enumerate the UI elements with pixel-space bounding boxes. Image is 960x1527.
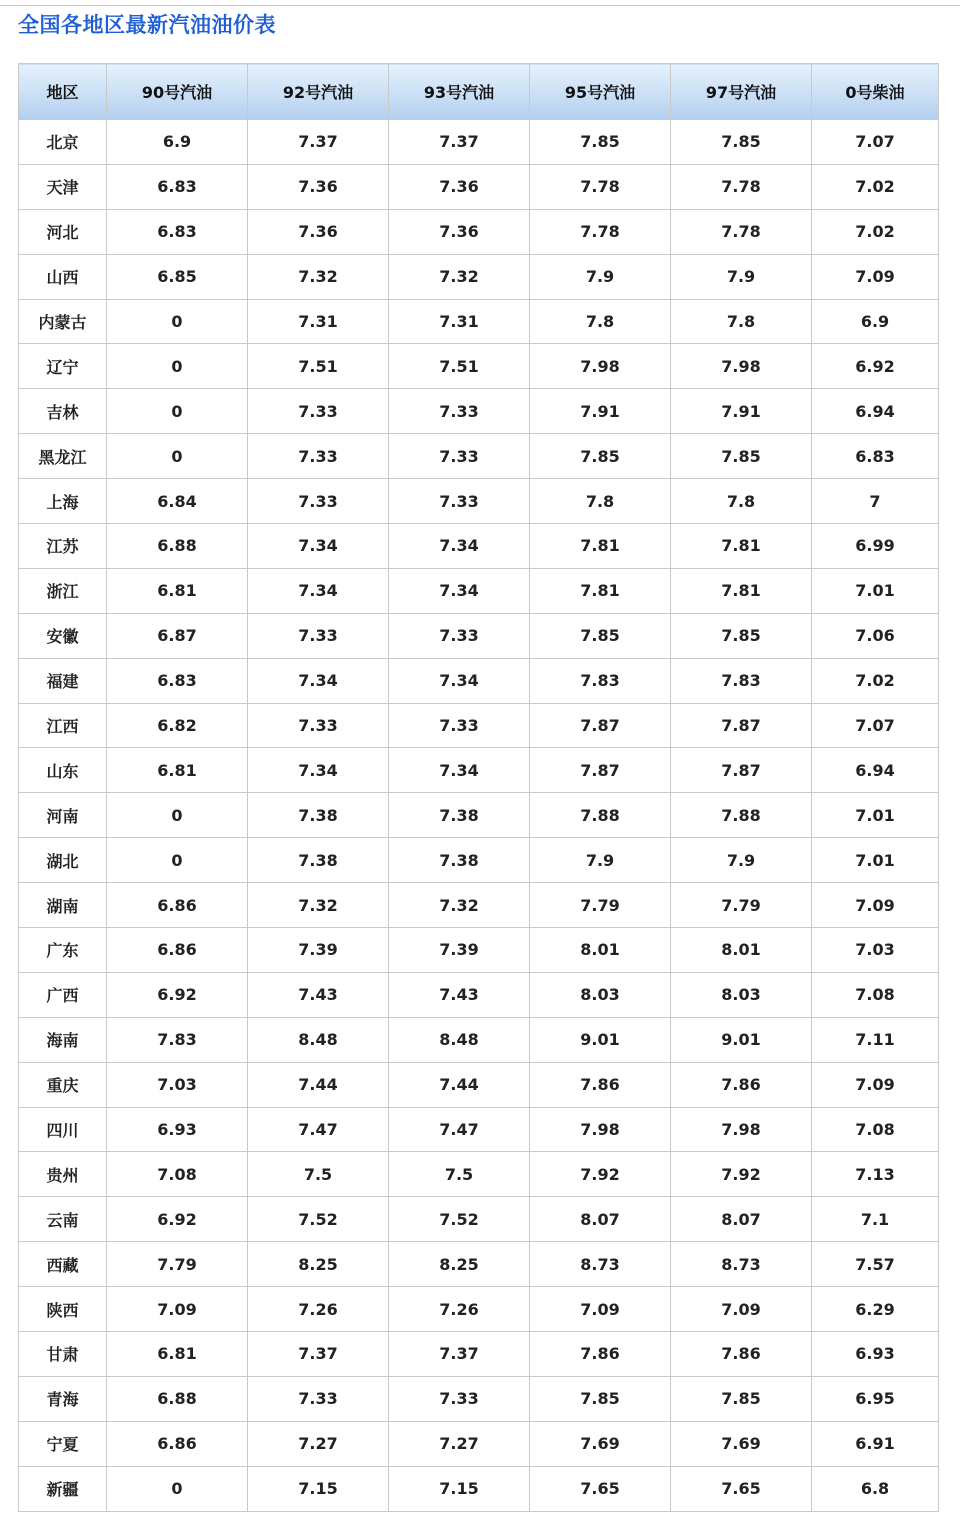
price-cell-gasoline-90: 7.03 xyxy=(107,1062,248,1107)
price-cell-gasoline-97: 7.83 xyxy=(671,658,812,703)
price-cell-gasoline-97: 7.81 xyxy=(671,568,812,613)
column-header-gasoline-90: 90号汽油 xyxy=(107,64,248,120)
price-cell-gasoline-97: 7.86 xyxy=(671,1062,812,1107)
price-cell-gasoline-93: 7.34 xyxy=(389,748,530,793)
price-cell-gasoline-90: 6.81 xyxy=(107,748,248,793)
price-cell-gasoline-93: 7.38 xyxy=(389,793,530,838)
region-cell: 青海 xyxy=(19,1376,107,1421)
price-cell-gasoline-90: 6.88 xyxy=(107,524,248,569)
price-cell-diesel-0: 7.06 xyxy=(812,613,939,658)
price-cell-gasoline-95: 7.87 xyxy=(530,703,671,748)
price-cell-diesel-0: 7.02 xyxy=(812,164,939,209)
price-cell-gasoline-90: 0 xyxy=(107,793,248,838)
region-cell: 浙江 xyxy=(19,568,107,613)
price-cell-gasoline-92: 7.33 xyxy=(248,389,389,434)
price-cell-gasoline-97: 7.87 xyxy=(671,703,812,748)
table-row xyxy=(19,972,939,1017)
price-cell-gasoline-93: 7.32 xyxy=(389,254,530,299)
region-cell: 新疆 xyxy=(19,1466,107,1511)
price-cell-gasoline-92: 7.38 xyxy=(248,793,389,838)
table-row xyxy=(19,1062,939,1107)
price-cell-diesel-0: 7.01 xyxy=(812,838,939,883)
price-cell-gasoline-95: 7.85 xyxy=(530,120,671,165)
region-cell: 吉林 xyxy=(19,389,107,434)
price-cell-gasoline-90: 6.84 xyxy=(107,479,248,524)
price-cell-gasoline-90: 6.85 xyxy=(107,254,248,299)
price-cell-gasoline-93: 7.32 xyxy=(389,883,530,928)
price-cell-gasoline-95: 7.69 xyxy=(530,1421,671,1466)
price-cell-diesel-0: 7.01 xyxy=(812,568,939,613)
region-cell: 海南 xyxy=(19,1017,107,1062)
price-cell-diesel-0: 7.03 xyxy=(812,928,939,973)
price-cell-gasoline-95: 7.81 xyxy=(530,524,671,569)
price-cell-gasoline-92: 7.51 xyxy=(248,344,389,389)
price-cell-gasoline-97: 7.09 xyxy=(671,1287,812,1332)
price-cell-gasoline-93: 7.43 xyxy=(389,972,530,1017)
table-row xyxy=(19,164,939,209)
price-cell-gasoline-90: 0 xyxy=(107,838,248,883)
price-cell-gasoline-92: 7.31 xyxy=(248,299,389,344)
price-cell-gasoline-90: 6.82 xyxy=(107,703,248,748)
table-row xyxy=(19,1376,939,1421)
region-cell: 江苏 xyxy=(19,524,107,569)
price-cell-gasoline-90: 6.81 xyxy=(107,568,248,613)
table-row xyxy=(19,1421,939,1466)
table-header-row xyxy=(19,64,939,120)
region-cell: 江西 xyxy=(19,703,107,748)
table-row xyxy=(19,793,939,838)
price-cell-gasoline-93: 7.15 xyxy=(389,1466,530,1511)
price-cell-gasoline-92: 8.48 xyxy=(248,1017,389,1062)
price-cell-diesel-0: 7.02 xyxy=(812,658,939,703)
price-cell-diesel-0: 6.92 xyxy=(812,344,939,389)
price-cell-gasoline-95: 7.8 xyxy=(530,299,671,344)
price-cell-gasoline-90: 7.79 xyxy=(107,1242,248,1287)
region-cell: 宁夏 xyxy=(19,1421,107,1466)
price-cell-diesel-0: 7.07 xyxy=(812,120,939,165)
region-cell: 贵州 xyxy=(19,1152,107,1197)
price-cell-gasoline-97: 7.87 xyxy=(671,748,812,793)
price-cell-gasoline-97: 7.65 xyxy=(671,1466,812,1511)
price-cell-gasoline-92: 7.37 xyxy=(248,1332,389,1377)
price-cell-gasoline-90: 7.09 xyxy=(107,1287,248,1332)
price-cell-gasoline-95: 7.83 xyxy=(530,658,671,703)
price-cell-gasoline-95: 8.03 xyxy=(530,972,671,1017)
column-header-gasoline-97: 97号汽油 xyxy=(671,64,812,120)
price-cell-gasoline-92: 7.33 xyxy=(248,1376,389,1421)
price-cell-gasoline-97: 7.98 xyxy=(671,344,812,389)
price-cell-gasoline-92: 7.5 xyxy=(248,1152,389,1197)
price-cell-gasoline-92: 7.27 xyxy=(248,1421,389,1466)
region-cell: 湖北 xyxy=(19,838,107,883)
table-row xyxy=(19,1152,939,1197)
price-cell-gasoline-90: 6.86 xyxy=(107,928,248,973)
price-cell-diesel-0: 6.93 xyxy=(812,1332,939,1377)
price-cell-gasoline-93: 7.36 xyxy=(389,209,530,254)
table-row xyxy=(19,883,939,928)
price-cell-diesel-0: 6.91 xyxy=(812,1421,939,1466)
price-cell-gasoline-90: 6.92 xyxy=(107,1197,248,1242)
price-cell-gasoline-97: 7.85 xyxy=(671,120,812,165)
price-cell-gasoline-93: 7.51 xyxy=(389,344,530,389)
region-cell: 湖南 xyxy=(19,883,107,928)
column-header-gasoline-93: 93号汽油 xyxy=(389,64,530,120)
price-cell-gasoline-97: 7.79 xyxy=(671,883,812,928)
price-cell-gasoline-95: 7.9 xyxy=(530,254,671,299)
price-cell-gasoline-90: 0 xyxy=(107,434,248,479)
price-cell-gasoline-92: 7.36 xyxy=(248,164,389,209)
price-cell-gasoline-93: 7.33 xyxy=(389,479,530,524)
region-cell: 河南 xyxy=(19,793,107,838)
price-cell-gasoline-95: 7.9 xyxy=(530,838,671,883)
price-cell-gasoline-95: 8.73 xyxy=(530,1242,671,1287)
price-cell-gasoline-90: 6.9 xyxy=(107,120,248,165)
price-cell-gasoline-97: 7.91 xyxy=(671,389,812,434)
price-cell-gasoline-93: 7.27 xyxy=(389,1421,530,1466)
price-cell-gasoline-95: 7.98 xyxy=(530,1107,671,1152)
price-cell-diesel-0: 6.99 xyxy=(812,524,939,569)
price-cell-gasoline-95: 7.92 xyxy=(530,1152,671,1197)
price-cell-gasoline-90: 0 xyxy=(107,1466,248,1511)
price-cell-diesel-0: 6.94 xyxy=(812,748,939,793)
price-cell-gasoline-92: 7.33 xyxy=(248,703,389,748)
price-cell-gasoline-97: 7.9 xyxy=(671,838,812,883)
price-cell-gasoline-92: 7.32 xyxy=(248,883,389,928)
price-cell-gasoline-90: 6.83 xyxy=(107,164,248,209)
top-divider xyxy=(0,5,960,6)
price-cell-gasoline-95: 7.65 xyxy=(530,1466,671,1511)
price-cell-gasoline-92: 7.34 xyxy=(248,748,389,793)
price-cell-gasoline-90: 6.86 xyxy=(107,1421,248,1466)
price-cell-gasoline-92: 7.32 xyxy=(248,254,389,299)
price-cell-gasoline-95: 7.86 xyxy=(530,1062,671,1107)
price-cell-diesel-0: 7.11 xyxy=(812,1017,939,1062)
price-cell-gasoline-95: 7.85 xyxy=(530,1376,671,1421)
region-cell: 广东 xyxy=(19,928,107,973)
table-row xyxy=(19,209,939,254)
region-cell: 北京 xyxy=(19,120,107,165)
price-cell-gasoline-95: 8.07 xyxy=(530,1197,671,1242)
region-cell: 辽宁 xyxy=(19,344,107,389)
table-row xyxy=(19,1242,939,1287)
price-cell-gasoline-97: 7.85 xyxy=(671,613,812,658)
price-cell-gasoline-93: 7.44 xyxy=(389,1062,530,1107)
table-row xyxy=(19,838,939,883)
price-cell-gasoline-93: 7.52 xyxy=(389,1197,530,1242)
region-cell: 山西 xyxy=(19,254,107,299)
price-cell-gasoline-95: 7.85 xyxy=(530,434,671,479)
column-header-gasoline-95: 95号汽油 xyxy=(530,64,671,120)
price-cell-gasoline-90: 0 xyxy=(107,299,248,344)
price-cell-gasoline-92: 7.33 xyxy=(248,613,389,658)
price-cell-gasoline-95: 7.98 xyxy=(530,344,671,389)
price-cell-gasoline-92: 7.15 xyxy=(248,1466,389,1511)
price-cell-gasoline-93: 7.36 xyxy=(389,164,530,209)
price-cell-gasoline-95: 7.78 xyxy=(530,164,671,209)
fuel-price-table xyxy=(18,63,939,1512)
table-row xyxy=(19,389,939,434)
price-cell-gasoline-97: 9.01 xyxy=(671,1017,812,1062)
price-cell-gasoline-97: 7.85 xyxy=(671,434,812,479)
price-cell-diesel-0: 7.09 xyxy=(812,254,939,299)
region-cell: 上海 xyxy=(19,479,107,524)
price-cell-gasoline-92: 7.33 xyxy=(248,479,389,524)
region-cell: 西藏 xyxy=(19,1242,107,1287)
price-cell-diesel-0: 7.01 xyxy=(812,793,939,838)
price-cell-gasoline-95: 7.81 xyxy=(530,568,671,613)
price-cell-gasoline-90: 6.88 xyxy=(107,1376,248,1421)
table-row xyxy=(19,434,939,479)
price-cell-gasoline-93: 7.33 xyxy=(389,389,530,434)
price-cell-gasoline-95: 9.01 xyxy=(530,1017,671,1062)
price-cell-gasoline-90: 0 xyxy=(107,344,248,389)
price-cell-diesel-0: 7.13 xyxy=(812,1152,939,1197)
price-cell-gasoline-97: 8.07 xyxy=(671,1197,812,1242)
price-cell-gasoline-90: 6.86 xyxy=(107,883,248,928)
region-cell: 云南 xyxy=(19,1197,107,1242)
table-row xyxy=(19,1017,939,1062)
price-cell-gasoline-92: 7.47 xyxy=(248,1107,389,1152)
table-row xyxy=(19,479,939,524)
price-cell-gasoline-93: 7.33 xyxy=(389,434,530,479)
region-cell: 陕西 xyxy=(19,1287,107,1332)
price-cell-gasoline-92: 7.43 xyxy=(248,972,389,1017)
table-row xyxy=(19,568,939,613)
table-row xyxy=(19,1466,939,1511)
price-cell-gasoline-90: 7.83 xyxy=(107,1017,248,1062)
price-table-container xyxy=(18,63,938,1512)
price-cell-gasoline-92: 7.36 xyxy=(248,209,389,254)
column-header-gasoline-92: 92号汽油 xyxy=(248,64,389,120)
price-cell-gasoline-93: 7.38 xyxy=(389,838,530,883)
price-cell-gasoline-93: 7.34 xyxy=(389,658,530,703)
price-cell-gasoline-92: 7.37 xyxy=(248,120,389,165)
price-cell-gasoline-97: 7.8 xyxy=(671,479,812,524)
price-cell-diesel-0: 6.8 xyxy=(812,1466,939,1511)
price-cell-diesel-0: 7.08 xyxy=(812,972,939,1017)
region-cell: 河北 xyxy=(19,209,107,254)
price-cell-diesel-0: 6.29 xyxy=(812,1287,939,1332)
price-cell-gasoline-92: 7.34 xyxy=(248,568,389,613)
table-row xyxy=(19,299,939,344)
price-cell-diesel-0: 6.95 xyxy=(812,1376,939,1421)
price-cell-gasoline-97: 7.85 xyxy=(671,1376,812,1421)
price-cell-diesel-0: 7 xyxy=(812,479,939,524)
price-cell-gasoline-90: 6.83 xyxy=(107,658,248,703)
price-cell-gasoline-90: 7.08 xyxy=(107,1152,248,1197)
price-cell-gasoline-95: 7.91 xyxy=(530,389,671,434)
price-cell-gasoline-97: 7.92 xyxy=(671,1152,812,1197)
table-row xyxy=(19,928,939,973)
price-cell-gasoline-93: 8.48 xyxy=(389,1017,530,1062)
price-cell-gasoline-95: 7.85 xyxy=(530,613,671,658)
region-cell: 安徽 xyxy=(19,613,107,658)
price-cell-gasoline-93: 7.34 xyxy=(389,568,530,613)
price-cell-gasoline-97: 7.9 xyxy=(671,254,812,299)
price-cell-gasoline-93: 7.37 xyxy=(389,120,530,165)
table-row xyxy=(19,344,939,389)
price-cell-gasoline-97: 7.98 xyxy=(671,1107,812,1152)
price-cell-gasoline-97: 7.86 xyxy=(671,1332,812,1377)
price-cell-diesel-0: 7.57 xyxy=(812,1242,939,1287)
price-cell-gasoline-90: 6.87 xyxy=(107,613,248,658)
region-cell: 黑龙江 xyxy=(19,434,107,479)
price-cell-gasoline-97: 8.73 xyxy=(671,1242,812,1287)
region-cell: 天津 xyxy=(19,164,107,209)
price-cell-gasoline-95: 7.87 xyxy=(530,748,671,793)
price-cell-diesel-0: 6.9 xyxy=(812,299,939,344)
price-cell-gasoline-93: 7.33 xyxy=(389,613,530,658)
price-cell-gasoline-95: 7.78 xyxy=(530,209,671,254)
price-cell-gasoline-93: 7.39 xyxy=(389,928,530,973)
price-cell-gasoline-97: 8.01 xyxy=(671,928,812,973)
table-row xyxy=(19,1332,939,1377)
price-cell-gasoline-92: 7.52 xyxy=(248,1197,389,1242)
table-row xyxy=(19,1107,939,1152)
table-row xyxy=(19,120,939,165)
price-cell-diesel-0: 6.83 xyxy=(812,434,939,479)
price-cell-gasoline-95: 7.79 xyxy=(530,883,671,928)
price-cell-gasoline-93: 7.33 xyxy=(389,703,530,748)
table-row xyxy=(19,1287,939,1332)
price-cell-gasoline-97: 7.78 xyxy=(671,164,812,209)
table-row xyxy=(19,254,939,299)
price-cell-gasoline-93: 7.33 xyxy=(389,1376,530,1421)
price-cell-gasoline-95: 8.01 xyxy=(530,928,671,973)
price-cell-gasoline-92: 8.25 xyxy=(248,1242,389,1287)
price-cell-gasoline-97: 7.78 xyxy=(671,209,812,254)
price-cell-gasoline-92: 7.34 xyxy=(248,524,389,569)
price-cell-diesel-0: 7.07 xyxy=(812,703,939,748)
price-cell-gasoline-93: 7.47 xyxy=(389,1107,530,1152)
price-cell-gasoline-93: 7.31 xyxy=(389,299,530,344)
region-cell: 四川 xyxy=(19,1107,107,1152)
region-cell: 福建 xyxy=(19,658,107,703)
price-cell-gasoline-97: 7.81 xyxy=(671,524,812,569)
price-cell-gasoline-90: 6.81 xyxy=(107,1332,248,1377)
price-cell-gasoline-95: 7.86 xyxy=(530,1332,671,1377)
region-cell: 甘肃 xyxy=(19,1332,107,1377)
price-cell-gasoline-95: 7.09 xyxy=(530,1287,671,1332)
price-cell-gasoline-90: 6.83 xyxy=(107,209,248,254)
page-title: 全国各地区最新汽油油价表 xyxy=(18,13,276,37)
price-cell-diesel-0: 7.09 xyxy=(812,883,939,928)
price-cell-gasoline-93: 7.26 xyxy=(389,1287,530,1332)
table-row xyxy=(19,1197,939,1242)
table-row xyxy=(19,703,939,748)
column-header-region: 地区 xyxy=(19,64,107,120)
price-cell-diesel-0: 7.08 xyxy=(812,1107,939,1152)
price-cell-gasoline-93: 7.34 xyxy=(389,524,530,569)
price-cell-gasoline-92: 7.38 xyxy=(248,838,389,883)
price-cell-gasoline-93: 7.37 xyxy=(389,1332,530,1377)
price-cell-gasoline-93: 7.5 xyxy=(389,1152,530,1197)
price-cell-gasoline-92: 7.26 xyxy=(248,1287,389,1332)
price-cell-gasoline-97: 7.8 xyxy=(671,299,812,344)
region-cell: 山东 xyxy=(19,748,107,793)
price-cell-gasoline-97: 7.88 xyxy=(671,793,812,838)
region-cell: 内蒙古 xyxy=(19,299,107,344)
price-cell-diesel-0: 7.1 xyxy=(812,1197,939,1242)
price-cell-gasoline-90: 0 xyxy=(107,389,248,434)
region-cell: 广西 xyxy=(19,972,107,1017)
price-cell-gasoline-90: 6.93 xyxy=(107,1107,248,1152)
region-cell: 重庆 xyxy=(19,1062,107,1107)
price-cell-gasoline-95: 7.8 xyxy=(530,479,671,524)
table-row xyxy=(19,748,939,793)
price-cell-gasoline-93: 8.25 xyxy=(389,1242,530,1287)
price-cell-gasoline-92: 7.34 xyxy=(248,658,389,703)
price-cell-gasoline-92: 7.33 xyxy=(248,434,389,479)
table-row xyxy=(19,613,939,658)
price-cell-gasoline-92: 7.44 xyxy=(248,1062,389,1107)
column-header-diesel-0: 0号柴油 xyxy=(812,64,939,120)
price-cell-diesel-0: 6.94 xyxy=(812,389,939,434)
price-cell-gasoline-90: 6.92 xyxy=(107,972,248,1017)
table-row xyxy=(19,524,939,569)
table-body xyxy=(19,120,939,1512)
price-cell-gasoline-95: 7.88 xyxy=(530,793,671,838)
price-cell-gasoline-92: 7.39 xyxy=(248,928,389,973)
table-row xyxy=(19,658,939,703)
price-cell-diesel-0: 7.09 xyxy=(812,1062,939,1107)
price-cell-gasoline-97: 7.69 xyxy=(671,1421,812,1466)
price-cell-diesel-0: 7.02 xyxy=(812,209,939,254)
price-cell-gasoline-97: 8.03 xyxy=(671,972,812,1017)
